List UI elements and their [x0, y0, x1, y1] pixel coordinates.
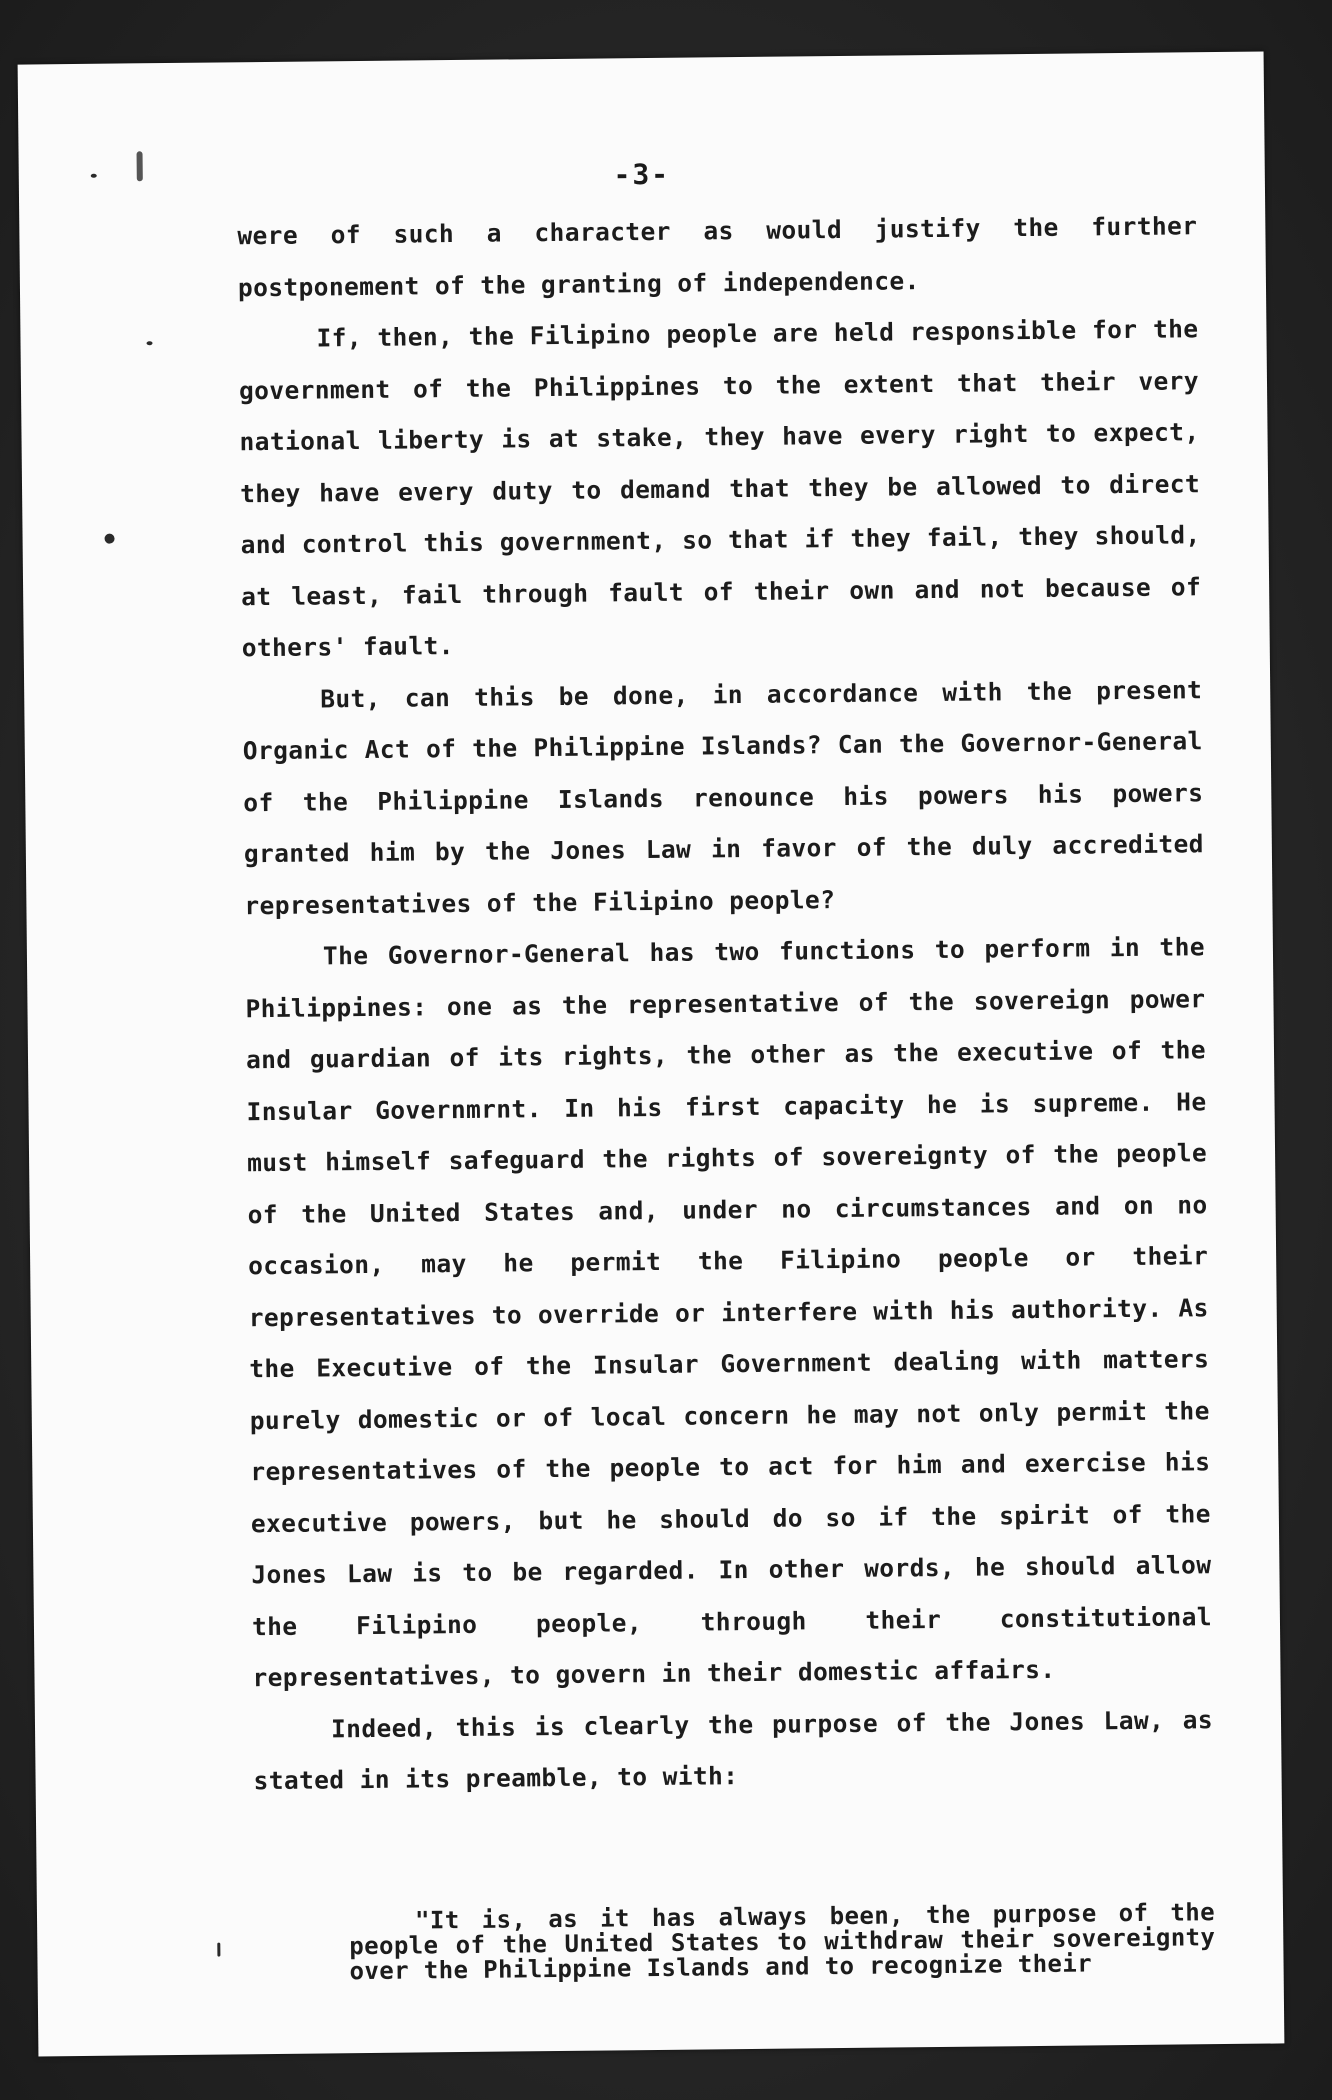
body-text: [237, 200, 1214, 1806]
ink-speck: [105, 534, 115, 544]
paragraph-2: If, then, the Filipino people are held responsible for the government of the Philippines to the extent that their very national liberty is at stake, they have every right to expect, they have every duty to demand that they be allowed to direct and control this government, so that if they fail, they should, at least, fail through fault of their own and not because of others' fault.: [238, 314, 1202, 663]
ink-speck: [91, 174, 97, 178]
ink-speck: [217, 1943, 220, 1957]
paragraph-4: The Governor-General has two functions to perform in the Philippines: one as the representative of the sovereign power and guardian of its rights, the other as the executive of the Insular Governmrnt. In his first capacity he is supreme. He must himself safeguard the rights of sovereignty of the people of the United States and, under no circumstances and on no occasion, may he permit the Filipino people or their representatives to override or interfere with his authority. As the Executive of the Insular Government dealing with matters purely domestic or of local concern he may not only permit the representatives of the people to act for him and exercise his executive powers, but he should do so if the spirit of the Jones Law is to be regarded. In other words, he should allow the Filipino people, through their constitutional representatives, to govern in their domestic affairs.: [245, 932, 1213, 1693]
block-quote: "It is, as it has always been, the purpose of the people of the United States to withdraw their sovereignty over the Philippine Islands and to recognize their: [349, 1898, 1216, 1986]
paragraph-5: Indeed, this is clearly the purpose of the Jones Law, as stated in its preamble, to with:: [253, 1704, 1214, 1796]
page-number: -3-: [613, 157, 671, 192]
paragraph-3: But, can this be done, in accordance with the present Organic Act of the Philippine Islands? Can the Governor-General of the Philippine Islands renounce his powers his powers granted him by the Jones Law in favor of the duly accredited representatives of the Filipino people?: [242, 674, 1204, 920]
ink-speck: [137, 151, 143, 181]
ink-speck: [147, 341, 153, 345]
document-page: [18, 52, 1285, 2057]
paragraph-1: were of such a character as would justify the further postponement of the granting of independence.: [237, 211, 1198, 302]
